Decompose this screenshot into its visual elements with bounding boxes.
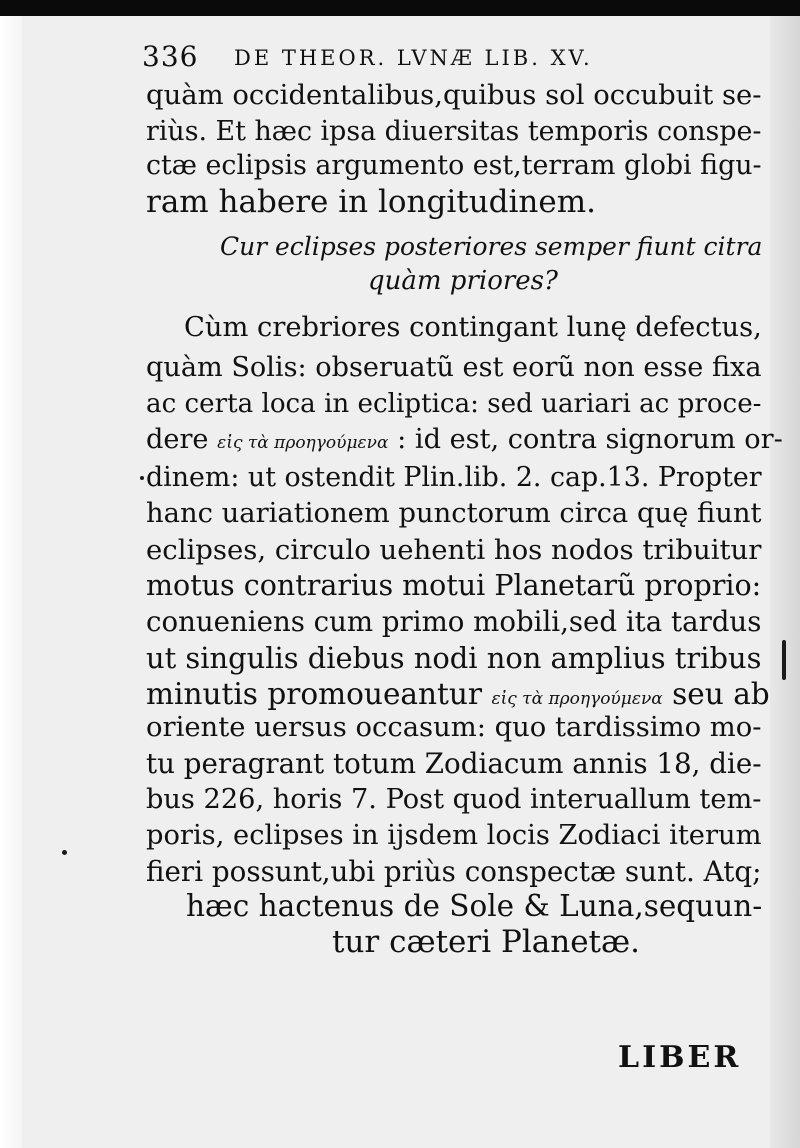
text-line: conueniens cum primo mobili,sed ita tardus <box>146 605 762 638</box>
ink-speck <box>62 850 67 855</box>
greek-phrase: εἰς τὰ προηγούμενα <box>491 689 663 709</box>
text-segment: : id est, contra signorum or- <box>397 424 783 455</box>
text-segment: minutis promoueantur <box>146 677 483 711</box>
text-line: tu peragrant totum Zodiacum annis 18, die- <box>146 747 762 780</box>
text-segment: dere <box>146 424 209 455</box>
text-line: riùs. Et hæc ipsa diuersitas temporis conspe- <box>146 116 762 147</box>
page-left-margin <box>0 16 22 1148</box>
text-line: quàm Solis: obseruatũ est eorũ non esse fixa <box>146 352 762 383</box>
text-line: motus contrarius motui Planetarũ proprio: <box>146 569 762 602</box>
running-title: DE THEOR. LVNÆ LIB. XV. <box>234 46 593 70</box>
section-heading: quàm priores? <box>368 266 558 296</box>
scan-top-border <box>0 0 800 16</box>
text-line: dinem: ut ostendit Plin.lib. 2. cap.13. Propter <box>146 462 762 493</box>
text-line <box>146 422 783 461</box>
text-line: hæc hactenus de Sole & Luna,sequun- <box>186 889 763 923</box>
text-line: ut singulis diebus nodi non amplius tribus <box>146 641 762 675</box>
section-heading: Cur eclipses posteriores semper fiunt citra <box>220 232 763 261</box>
text-line: quàm occidentalibus,quibus sol occubuit se- <box>146 80 762 111</box>
text-line: ram habere in longitudinem. <box>146 184 596 220</box>
text-line: eclipses, circulo uehenti hos nodos tribuitur <box>146 534 762 566</box>
text-line: tur cæteri Planetæ. <box>332 924 641 960</box>
text-line: oriente uersus occasum: quo tardissimo mo- <box>146 712 762 743</box>
ink-speck <box>782 640 786 680</box>
text-line: fieri possunt,ubi priùs conspectæ sunt. Atq; <box>146 855 762 888</box>
text-line: bus 226, horis 7. Post quod interuallum tem- <box>146 784 762 815</box>
page-right-margin <box>770 16 800 1148</box>
ink-speck <box>140 476 144 480</box>
page-header <box>142 40 782 80</box>
greek-phrase: εἰς τὰ προηγούμενα <box>217 433 389 453</box>
text-line: poris, eclipses in ijsdem locis Zodiaci iterum <box>146 820 762 851</box>
catchword: LIBER <box>618 1040 742 1075</box>
text-line: ctæ eclipsis argumento est,terram globi figu- <box>146 150 762 181</box>
page-number: 336 <box>142 40 199 73</box>
text-line: ac certa loca in ecliptica: sed uariari ac proce- <box>146 389 762 419</box>
text-segment: seu ab <box>672 677 770 711</box>
text-line: Cùm crebriores contingant lunę defectus, <box>184 312 762 343</box>
text-line: hanc uariationem punctorum circa quę fiunt <box>146 498 762 529</box>
